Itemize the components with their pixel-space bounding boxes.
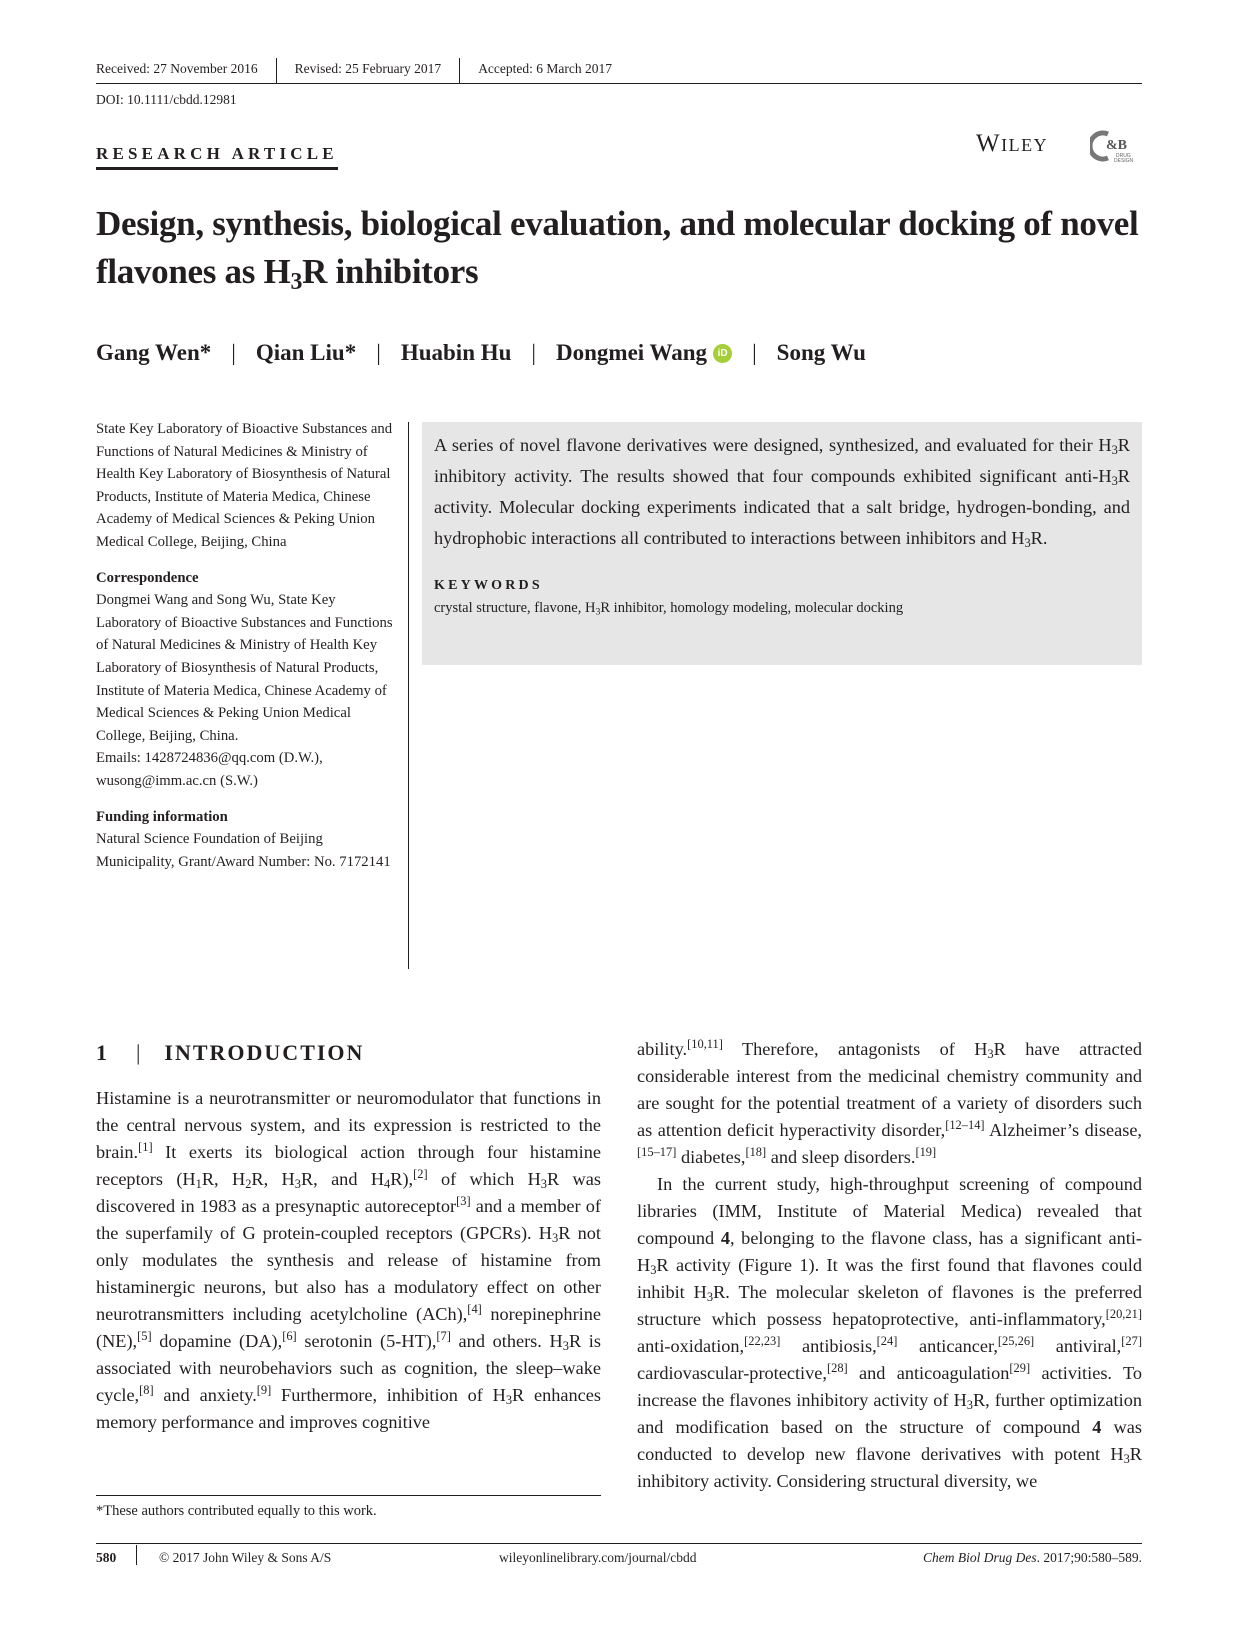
body-paragraph: In the current study, high-throughput screening of compound libraries (IMM, Institute of Material Medica) revealed that compound 4, belonging to the flavone class, has a significant anti-$H_3R$ activity (Figure 1). It was the first found that flavones could inhibit $H_3R$. The molecular skeleton of flavones is the preferred structure which possess hepatoprotective, anti-inflammatory,[20,21] anti-oxidation,[22,23] antibiosis,[24] anticancer,[25,26] antiviral,[27] cardiovascular-protective,[28] and anticoagulation[29] activities. To increase the flavones inhibitory activity of $H_3R$, further optimization and modification based on the structure of compound 4 was conducted to develop new flavone derivatives with potent $H_3R$ inhibitory activity. Considering structural diversity, we bbox=[637, 1174, 1143, 1491]
citation-link[interactable]: [20,21] bbox=[1105, 1307, 1142, 1322]
svg-text:&B: &B bbox=[1106, 138, 1127, 153]
citation-link[interactable]: [12–14] bbox=[945, 1118, 985, 1133]
funding bbox=[96, 806, 396, 874]
citation-link[interactable]: [29] bbox=[1009, 1361, 1031, 1376]
correspondence-heading: Correspondence bbox=[96, 569, 199, 586]
footnote-divider bbox=[96, 1495, 601, 1496]
copyright: © 2017 John Wiley & Sons A/S bbox=[159, 1550, 332, 1565]
citation-link[interactable]: [7] bbox=[436, 1329, 451, 1344]
affiliation: State Key Laboratory of Bioactive Substances and Functions of Natural Medicines & Ministry of Health Key Laboratory of Biosynthesis of Natural Products, Institute of Materia Medica, Chinese Academy of Medical Sciences & Peking Union Medical College, Beijing, China bbox=[96, 421, 393, 550]
citation-link[interactable]: [18] bbox=[745, 1145, 767, 1160]
author[interactable]: Dongmei Wang bbox=[556, 340, 708, 365]
journal-url[interactable]: wileyonlinelibrary.com/journal/cbdd bbox=[499, 1550, 697, 1565]
footnote: *These authors contributed equally to this work. bbox=[96, 1503, 377, 1519]
revised-date: Revised: 25 February 2017 bbox=[276, 58, 460, 83]
accepted-date: Accepted: 6 March 2017 bbox=[459, 58, 630, 83]
abstract-box bbox=[422, 422, 1142, 665]
citation-link[interactable]: [22,23] bbox=[744, 1334, 781, 1349]
citation-link[interactable]: [4] bbox=[467, 1302, 482, 1317]
section-number: 1 bbox=[96, 1040, 109, 1065]
article-dates bbox=[96, 58, 1142, 84]
author[interactable]: Qian Liu* bbox=[255, 340, 357, 365]
citation-link[interactable]: [25,26] bbox=[997, 1334, 1035, 1349]
citation-link[interactable]: [9] bbox=[256, 1383, 272, 1398]
keywords-list: crystal structure, flavone, $H_3R$ inhibitor, homology modeling, molecular docking bbox=[434, 600, 904, 618]
funding-heading: Funding information bbox=[96, 808, 228, 825]
svg-text:DESIGN: DESIGN bbox=[1114, 158, 1134, 164]
correspondence bbox=[96, 567, 396, 793]
page-number: 580 bbox=[96, 1550, 117, 1565]
column-divider bbox=[408, 422, 409, 969]
citation-link[interactable]: [10,11] bbox=[687, 1037, 723, 1052]
article-type: RESEARCH ARTICLE bbox=[96, 144, 338, 170]
author[interactable]: Huabin Hu bbox=[400, 340, 512, 365]
author-separator: | bbox=[376, 340, 381, 365]
citation-link[interactable]: [8] bbox=[139, 1383, 154, 1398]
doi[interactable]: DOI: 10.1111/cbdd.12981 bbox=[96, 92, 237, 107]
footer-separator bbox=[136, 1545, 137, 1565]
orcid-icon[interactable]: iD bbox=[713, 344, 732, 363]
correspondence-emails[interactable]: Emails: 1428724836@qq.com (D.W.), wusong@imm.ac.cn (S.W.) bbox=[96, 750, 323, 789]
citation-link[interactable]: [6] bbox=[282, 1329, 297, 1344]
journal-logo-icon bbox=[1090, 128, 1136, 164]
page-footer bbox=[96, 1550, 1142, 1566]
body-column-left bbox=[96, 1085, 601, 1436]
section-title: INTRODUCTION bbox=[164, 1040, 365, 1065]
author-separator: | bbox=[752, 340, 757, 365]
body-column-right bbox=[637, 1036, 1142, 1495]
citation-link[interactable]: [15–17] bbox=[637, 1145, 677, 1160]
metadata-column bbox=[96, 418, 396, 886]
funding-text: Natural Science Foundation of Beijing Municipality, Grant/Award Number: No. 7172141 bbox=[96, 831, 391, 870]
section-heading-introduction bbox=[96, 1040, 364, 1066]
citation-link[interactable]: [2] bbox=[413, 1167, 428, 1182]
citation-link[interactable]: [3] bbox=[456, 1194, 471, 1209]
citation-link[interactable]: [5] bbox=[137, 1329, 152, 1344]
journal-citation: Chem Biol Drug Des. 2017;90:580–589. bbox=[922, 1550, 1142, 1565]
body-paragraph: ability.[10,11] Therefore, antagonists of $H_3R$ have attracted considerable interest from the medicinal chemistry community and are sought for the potential treatment of a variety of disorders such as attention deficit hyperactivity disorder,[12–14] Alzheimer’s disease,[15–17] diabetes,[18] and sleep disorders.[19] bbox=[637, 1037, 1142, 1167]
citation-link[interactable]: [27] bbox=[1121, 1334, 1142, 1349]
citation-link[interactable]: [24] bbox=[876, 1334, 898, 1349]
citation-link[interactable]: [28] bbox=[826, 1361, 848, 1376]
keywords-heading: KEYWORDS bbox=[434, 578, 543, 593]
svg-text:DRUG: DRUG bbox=[1116, 153, 1131, 159]
footer-divider bbox=[96, 1543, 1142, 1544]
citation-link[interactable]: [1] bbox=[138, 1140, 153, 1155]
section-separator: | bbox=[136, 1040, 143, 1065]
correspondence-text: Dongmei Wang and Song Wu, State Key Laboratory of Bioactive Substances and Functions of Natural Medicines & Ministry of Health Key Laboratory of Biosynthesis of Natural Products, Institute of Materia Medica, Chinese Academy of Medical Sciences & Peking Union Medical College, Beijing, China. bbox=[96, 592, 393, 744]
author[interactable]: Song Wu bbox=[776, 340, 866, 365]
author-list bbox=[96, 340, 866, 366]
received-date: Received: 27 November 2016 bbox=[96, 61, 258, 76]
body-paragraph: Histamine is a neurotransmitter or neuromodulator that functions in the central nervous system, and its expression is restricted to the brain.[1] It exerts its biological action through four histamine receptors ($H_1R$, $H_2R$, $H_3R$, and $H_4R),[2]$ of which $H_3R$ was discovered in 1983 as a presynaptic autoreceptor[3] and a member of the superfamily of G protein-coupled receptors (GPCRs). $H_3R$ not only modulates the synthesis and release of histamine from histaminergic neurons, but also has a modulatory effect on other neurotransmitters including acetylcholine (ACh),[4] norepinephrine (NE),[5] dopamine (DA),[6] serotonin (5-HT),[7] and others. $H_3R$ is associated with neurobehaviors such as cognition, the sleep–wake cycle,[8] and anxiety.[9] Furthermore, inhibition of $H_3R$ enhances memory performance and improves cognitive bbox=[96, 1088, 601, 1432]
article-title: Design, synthesis, biological evaluation, and molecular docking of novel flavones as $H_3R$ inhibitors bbox=[96, 204, 1139, 295]
author[interactable]: Gang Wen* bbox=[96, 340, 212, 365]
author-separator: | bbox=[531, 340, 537, 365]
wiley-logo: Wiley bbox=[976, 130, 1049, 157]
abstract-text: A series of novel flavone derivatives were designed, synthesized, and evaluated for their $H_3R$ inhibitory activity. The results showed that four compounds exhibited significant anti-$H_3R$ activity. Molecular docking experiments indicated that a salt bridge, hydrogen-bonding, and hydrophobic interactions all contributed to interactions between inhibitors and $H_3R$. bbox=[434, 435, 1130, 551]
author-separator: | bbox=[231, 340, 236, 365]
citation-link[interactable]: [19] bbox=[915, 1145, 937, 1160]
